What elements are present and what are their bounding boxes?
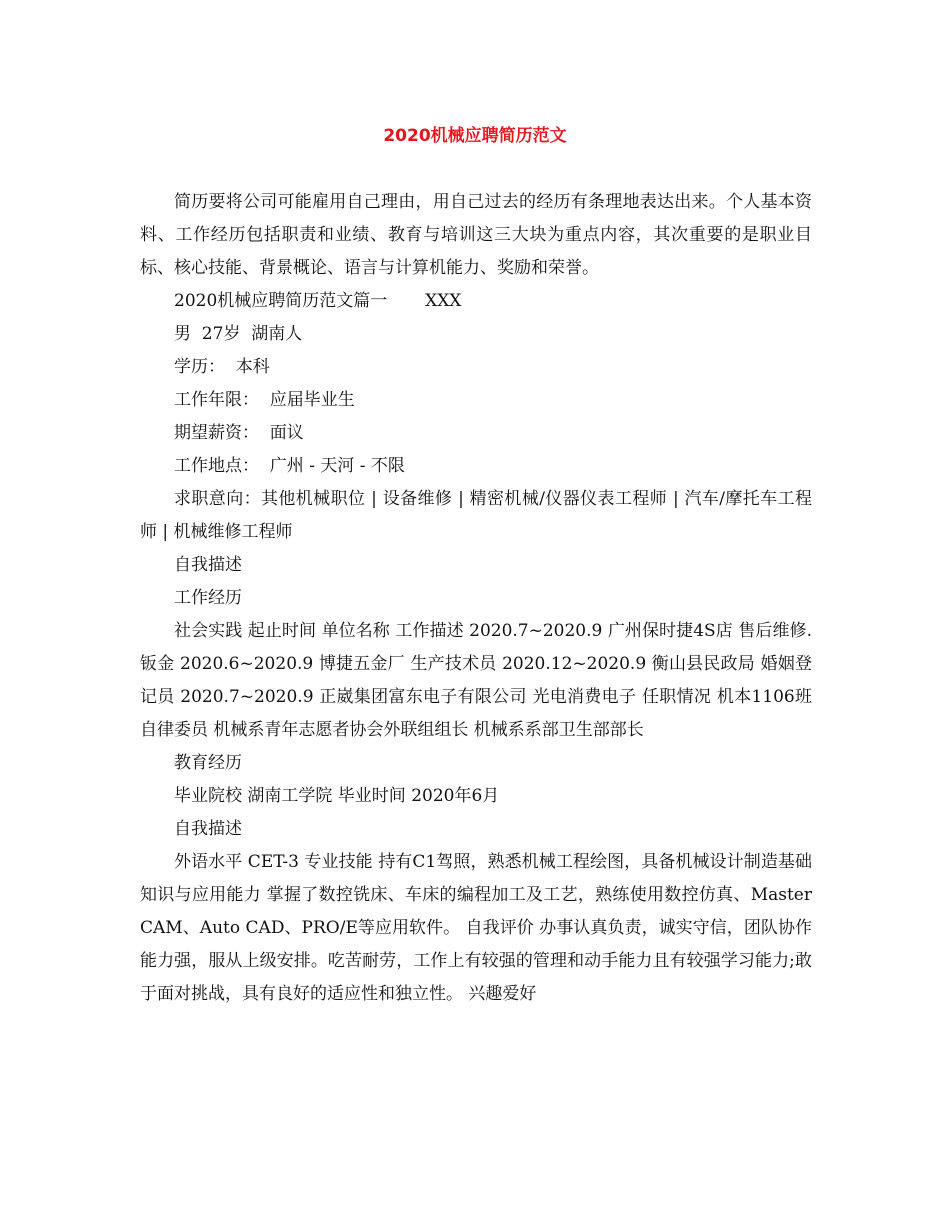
work-experience-paragraph: 社会实践 起止时间 单位名称 工作描述 2020.7~2020.9 广州保时捷4S店 售后维修.钣金 2020.6~2020.9 博捷五金厂 生产技术员 2020.12~2020.9 衡山县民政局 婚姻登记员 2020.7~2020.9 正崴集团富东电子有限公司 光电消费电子 任职情况 机本1106班自律委员 机械系青年志愿者协会外联组组长 机械系系部卫生部部长 bbox=[140, 621, 812, 740]
section-heading: 2020机械应聘简历范文篇一 bbox=[174, 291, 388, 311]
profile-line: 男 27岁 湖南人 bbox=[174, 324, 303, 344]
intro-paragraph: 简历要将公司可能雇用自己理由，用自己过去的经历有条理地表达出来。个人基本资料、工作经历包括职责和业绩、教育与培训这三大块为重点内容，其次重要的是职业目标、核心技能、背景概论、语言与计算机能力、奖励和荣誉。 bbox=[140, 192, 812, 278]
section-heading-line bbox=[140, 285, 812, 318]
self-description-heading-2: 自我描述 bbox=[174, 819, 242, 839]
candidate-name: XXX bbox=[425, 291, 462, 311]
document-title: 2020机械应聘简历范文 bbox=[383, 126, 567, 146]
education-heading: 教育经历 bbox=[174, 753, 242, 773]
work-experience-heading: 工作经历 bbox=[174, 588, 242, 608]
expected-salary-line: 期望薪资： 面议 bbox=[174, 423, 304, 443]
education-level-line: 学历： 本科 bbox=[174, 357, 270, 377]
job-intention-paragraph: 求职意向：其他机械职位 | 设备维修 | 精密机械/仪器仪表工程师 | 汽车/摩托车工程师 | 机械维修工程师 bbox=[140, 489, 812, 542]
self-description-heading: 自我描述 bbox=[174, 555, 242, 575]
document-body bbox=[140, 186, 812, 1011]
education-line: 毕业院校 湖南工学院 毕业时间 2020年6月 bbox=[174, 786, 500, 806]
work-location-line: 工作地点： 广州 - 天河 - 不限 bbox=[174, 456, 405, 476]
self-description-paragraph: 外语水平 CET-3 专业技能 持有C1驾照，熟悉机械工程绘图，具备机械设计制造基础知识与应用能力 掌握了数控铣床、车床的编程加工及工艺，熟练使用数控仿真、Master CAM、Auto CAD、PRO/E等应用软件。 自我评价 办事认真负责，诚实守信，团队协作能力强，服从上级安排。吃苦耐劳，工作上有较强的管理和动手能力且有较强学习能力;敢于面对挑战，具有良好的适应性和独立性。 兴趣爱好 bbox=[140, 852, 812, 1004]
work-years-line: 工作年限： 应届毕业生 bbox=[174, 390, 355, 410]
